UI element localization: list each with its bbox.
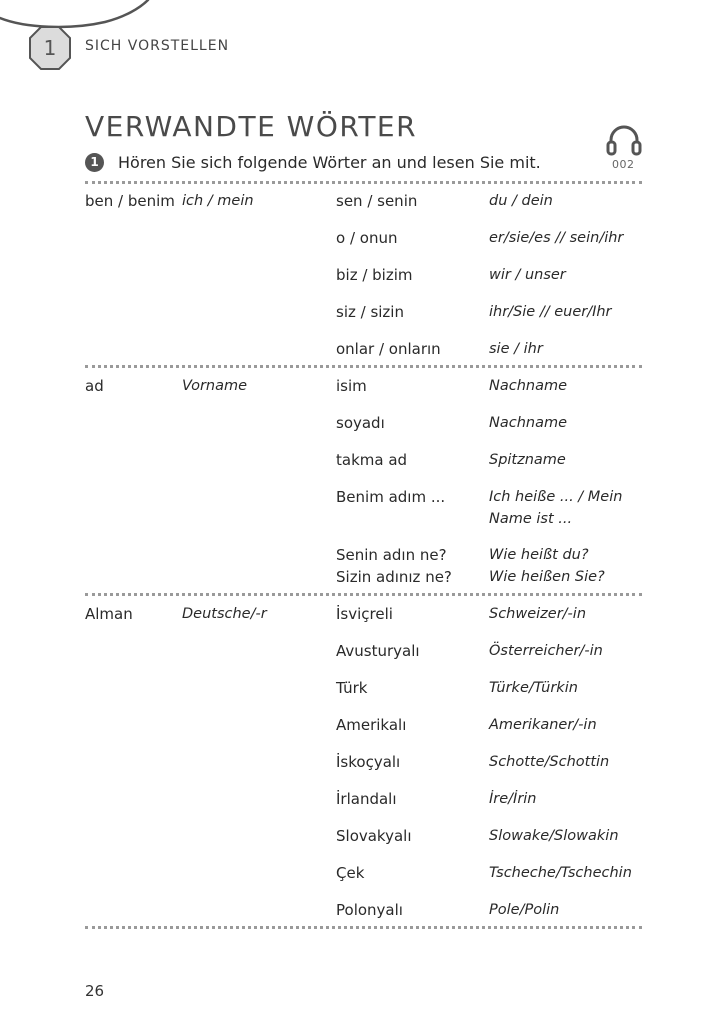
exercise-text: Hören Sie sich folgende Wörter an und lesen Sie mit. [118,153,541,172]
word-tr: Alman [85,605,133,623]
word-tr: İsviçreli [336,605,393,623]
divider [85,593,642,596]
word-de: Tscheche/Tschechin [489,865,632,881]
word-tr: isim [336,377,367,395]
word-tr: Türk [336,679,368,697]
word-de: Pole/Polin [489,902,560,918]
divider [85,926,642,929]
chapter-title: SICH VORSTELLEN [85,38,230,54]
word-tr: siz / sizin [336,303,404,321]
chapter-number: 1 [43,36,57,60]
word-de: Nachname [489,378,568,394]
word-tr: soyadı [336,414,385,432]
word-de: Slowake/Slowakin [489,828,619,844]
word-tr: Sizin adınız ne? [336,568,452,586]
word-de: Österreicher/-in [489,643,603,659]
word-de: Wie heißt du? [489,547,589,563]
audio-track-number: 002 [612,158,635,171]
word-de: du / dein [489,193,553,209]
word-de: sie / ihr [489,341,543,357]
word-de: wir / unser [489,267,566,283]
word-tr: ad [85,377,104,395]
decorative-corner-curve [0,0,160,40]
word-tr: o / onun [336,229,398,247]
word-tr: Polonyalı [336,901,403,919]
exercise-instruction [85,153,541,172]
word-de: Amerikaner/-in [489,717,597,733]
word-de: Ich heiße ... / Mein [489,489,623,505]
section-title: VERWANDTE WÖRTER [85,110,418,143]
word-de: Wie heißen Sie? [489,569,605,585]
word-de: ihr/Sie // euer/Ihr [489,304,612,320]
word-de: Türke/Türkin [489,680,578,696]
divider [85,181,642,184]
word-de: ich / mein [182,193,254,209]
word-tr: Senin adın ne? [336,546,447,564]
word-tr: Avusturyalı [336,642,420,660]
exercise-number-badge: 1 [85,153,104,172]
word-tr: takma ad [336,451,408,469]
divider [85,365,642,368]
word-tr: Çek [336,864,365,882]
word-tr: biz / bizim [336,266,413,284]
word-tr: Slovakyalı [336,827,412,845]
word-de: Spitzname [489,452,566,468]
word-de: Deutsche/-r [182,606,267,622]
word-tr: Benim adım ... [336,488,446,506]
word-de: Schotte/Schottin [489,754,610,770]
word-de: Name ist ... [489,511,573,527]
word-tr: onlar / onların [336,340,441,358]
headphones-icon[interactable] [606,123,642,157]
word-tr: ben / benim [85,192,175,210]
word-tr: İskoçyalı [336,753,401,771]
word-de: İre/İrin [489,791,537,807]
word-tr: İrlandalı [336,790,397,808]
word-de: er/sie/es // sein/ihr [489,230,624,246]
page-number: 26 [85,982,105,1000]
word-de: Vorname [182,378,248,394]
word-de: Nachname [489,415,568,431]
word-tr: sen / senin [336,192,418,210]
word-tr: Amerikalı [336,716,407,734]
word-de: Schweizer/-in [489,606,587,622]
